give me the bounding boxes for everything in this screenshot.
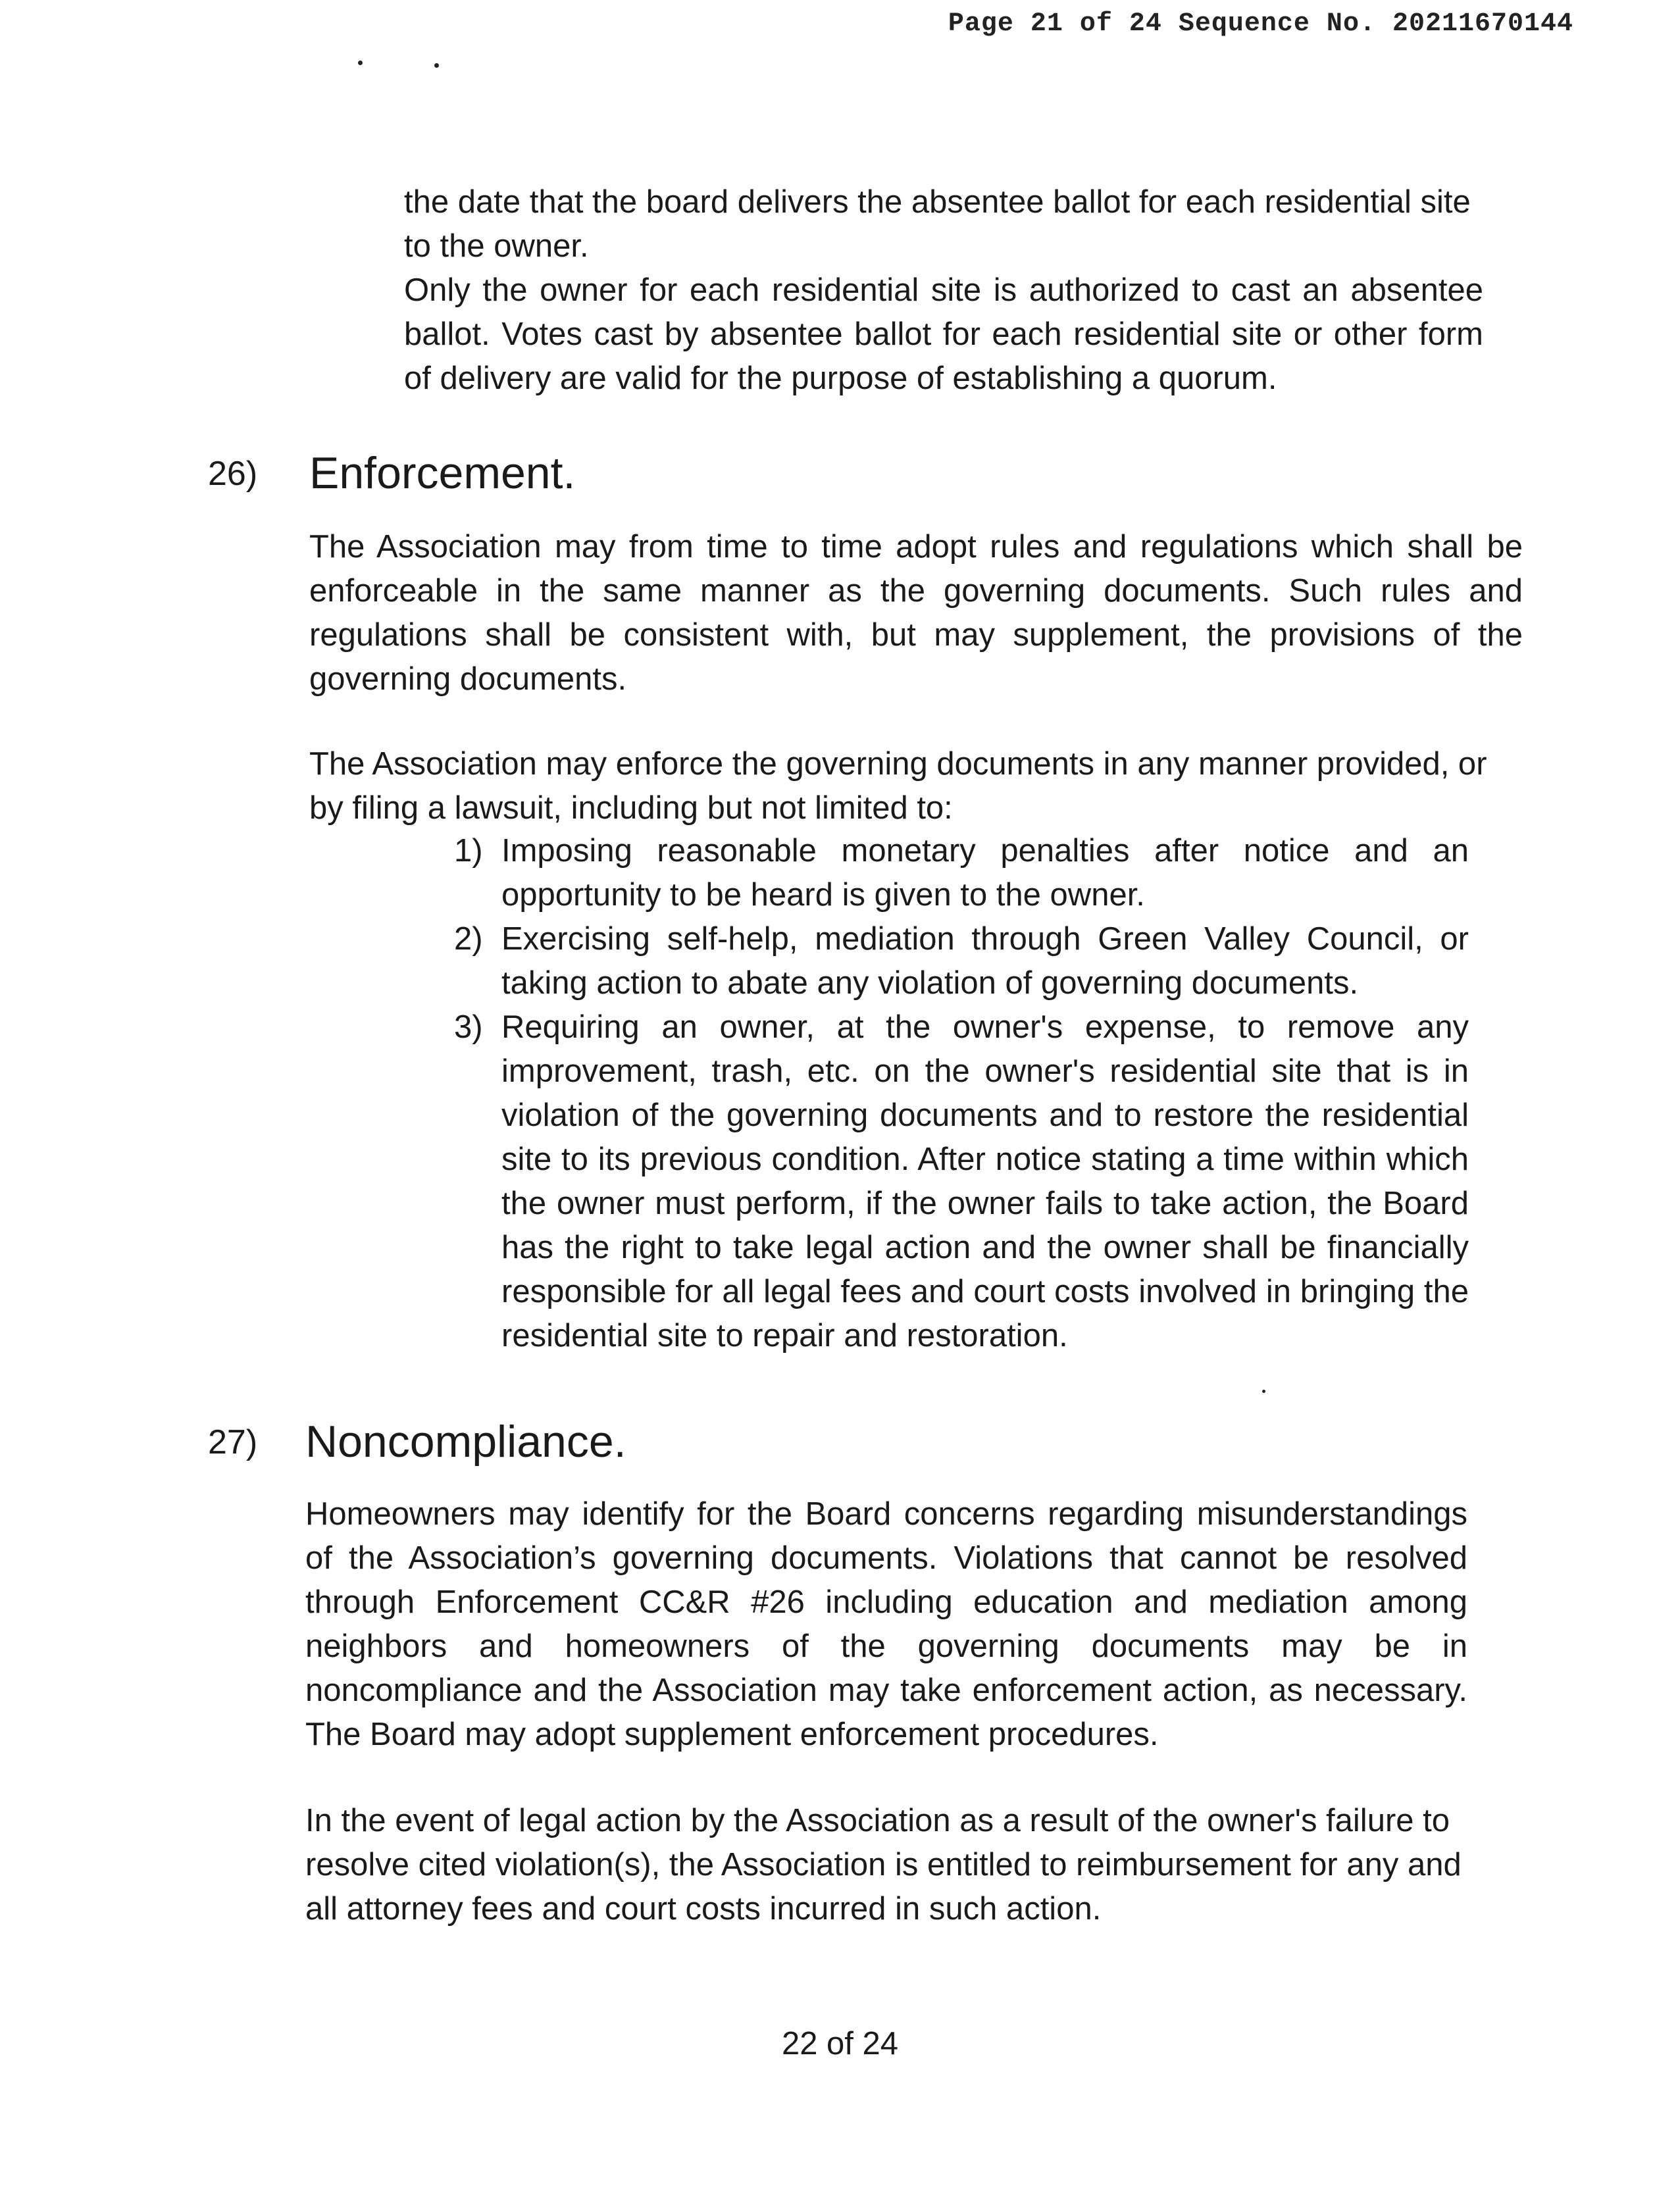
list-item-text: Requiring an owner, at the owner's expense, to remove any improvement, trash, etc. on the owner's residential site that is in violation of the governing documents and to restore the residential site to its previous condition. After notice stating a time within which the owner must perform, if the owner fails to take action, the Board has the right to take legal action and the owner shall be financially responsible for all legal fees and court costs involved in bringing the residential site to repair and restoration. — [501, 1009, 1469, 1353]
section-27-paragraph-1: Homeowners may identify for the Board concerns regarding misunderstandings of the Association’s governing documents. Violations that cannot be resolved through Enforcement CC&R #26 including education and mediation among neighbors and homeowners of the governing documents may be in noncompliance and the Association may take enforcement action, as necessary. The Board may adopt supplement enforcement procedures. — [305, 1496, 1467, 1752]
fax-header: Page 21 of 24 Sequence No. 20211670144 — [948, 9, 1573, 39]
list-item-text: Imposing reasonable monetary penalties after notice and an opportunity to be heard is given to the owner. — [501, 833, 1469, 913]
section-26-paragraph-2: The Association may enforce the governing documents in any manner provided, or by filing a lawsuit, including but not limited to: — [309, 746, 1487, 826]
section-26-paragraph-1: The Association may from time to time adopt rules and regulations which shall be enforceable in the same manner as the governing documents. Such rules and regulations shall be consistent with, but may supplement, the provisions of the governing documents. — [309, 529, 1523, 697]
list-item-number: 2) — [454, 921, 483, 957]
section-27-number: 27) — [208, 1423, 258, 1461]
section-26-number: 26) — [208, 455, 258, 493]
list-item-number: 1) — [454, 833, 483, 869]
intro-paragraph-1: the date that the board delivers the absentee ballot for each residential site to the owner. — [404, 184, 1471, 264]
scan-speck — [1262, 1390, 1265, 1393]
scan-speck — [358, 61, 363, 65]
intro-paragraph-2: Only the owner for each residential site is authorized to cast an absentee ballot. Votes cast by absentee ballot for each residential site or other form of delivery are valid for the purpose of establishing a quorum. — [404, 272, 1483, 396]
page-number-footer: 22 of 24 — [781, 2026, 899, 2061]
scan-speck — [434, 63, 439, 68]
list-item-number: 3) — [454, 1009, 483, 1045]
section-26-title: Enforcement. — [309, 448, 576, 498]
section-27-title: Noncompliance. — [305, 1417, 626, 1467]
section-27-paragraph-2: In the event of legal action by the Association as a result of the owner's failure to resolve cited violation(s), the Association is entitled to reimbursement for any and all attorney fees and court costs incurred in such action. — [305, 1803, 1462, 1927]
list-item-text: Exercising self-help, mediation through Green Valley Council, or taking action to abate any violation of governing documents. — [501, 921, 1469, 1001]
